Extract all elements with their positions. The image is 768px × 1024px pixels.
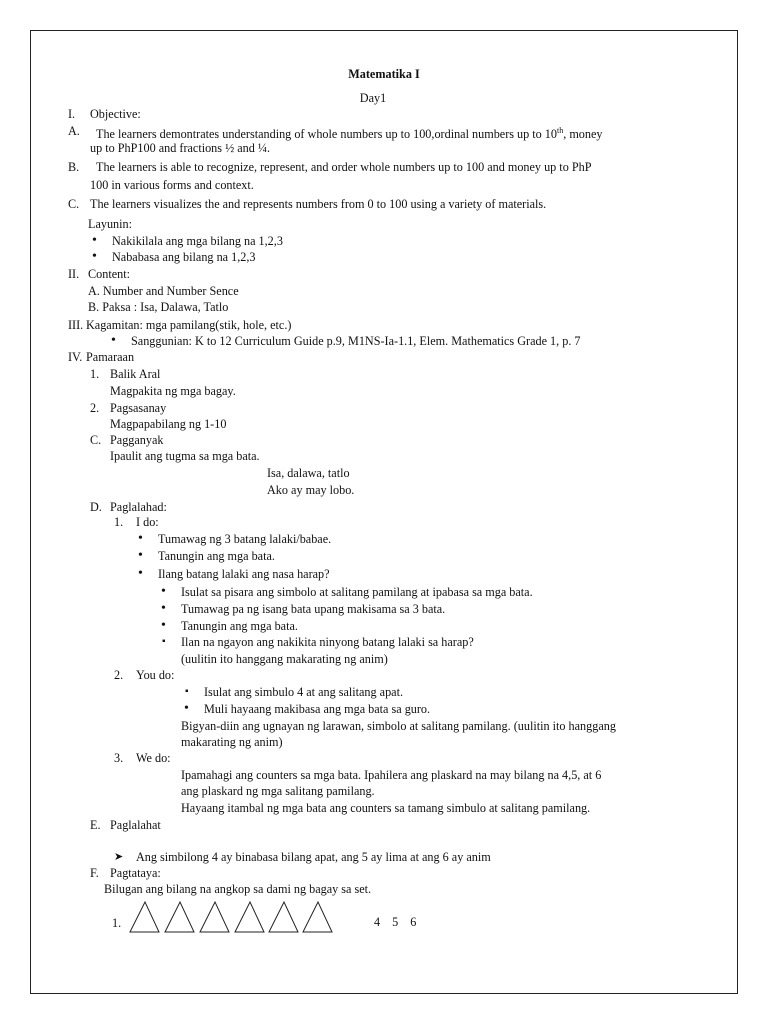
pagsasanay-label: Pagsasanay [110, 401, 167, 415]
ido-label: I do: [136, 515, 159, 529]
triangle-6 [303, 902, 332, 932]
objC-line1: The learners visualizes the and represents numbers from 0 to 100 using a variety of materials. [90, 197, 547, 211]
paglalahad-label: Paglalahad: [110, 500, 167, 514]
choice-4[interactable]: 4 [374, 915, 381, 929]
objA-num: A. [68, 124, 80, 138]
youdo-num: 2. [114, 668, 124, 682]
objB-line1: The learners is able to recognize, represent, and order whole numbers up to 100 and money up to PhP [96, 160, 592, 174]
objB-num: B. [68, 160, 80, 174]
layunin-label: Layunin: [88, 217, 133, 231]
pagsasanay-text: Magpapabilang ng 1-10 [110, 417, 227, 431]
content-heading: Content: [88, 267, 130, 281]
balik-label: Balik Aral [110, 367, 161, 381]
objA-sup: th [557, 126, 564, 135]
kagamitan-num: III. [68, 318, 84, 332]
ido-sub-2: • Tumawag pa ng isang bata upang makisama sa 3 bata. [181, 601, 445, 617]
document-title: Matematika I [348, 67, 420, 81]
paglalahat-num: E. [90, 818, 101, 832]
pagtataya-text: Bilugan ang bilang na angkop sa dami ng bagay sa set. [104, 882, 372, 896]
objA-line2: up to PhP100 and fractions ½ and ¼. [90, 141, 271, 155]
youdo-text-2: makarating ng anim) [181, 735, 283, 749]
wedo-text-3: Hayaang itambal ng mga bata ang counters sa tamang simbulo at salitang pamilang. [181, 801, 591, 815]
ido-item-2: • Tanungin ang mga bata. [158, 548, 275, 564]
choice-6[interactable]: 6 [410, 915, 417, 929]
paglalahat-label: Paglalahat [110, 818, 161, 832]
triangle-1 [130, 902, 159, 932]
wedo-num: 3. [114, 751, 124, 765]
choice-5[interactable]: 5 [392, 915, 399, 929]
pagganyak-label: Pagganyak [110, 433, 164, 447]
answer-choices [374, 914, 428, 930]
tugma-line-1: Isa, dalawa, tatlo [267, 466, 350, 480]
triangle-3 [200, 902, 229, 932]
sanggunian: • Sanggunian: K to 12 Curriculum Guide p.9, M1NS-Ia-1.1, Elem. Mathematics Grade 1, p. 7 [131, 333, 581, 349]
triangle-set [128, 900, 348, 936]
objC-num: C. [68, 197, 80, 211]
triangle-5 [269, 902, 298, 932]
pagsasanay-num: 2. [90, 401, 100, 415]
youdo-text-1: Bigyan-diin ang ugnayan ng larawan, simbolo at salitang pamilang. (uulitin ito hanggang [181, 719, 616, 733]
tugma-line-2: Ako ay may lobo. [267, 483, 355, 497]
pamaraan-num: IV. [68, 350, 83, 364]
youdo-square-item: ▪ Isulat ang simbulo 4 at ang salitang apat. [204, 684, 403, 700]
ido-item-1: • Tumawag ng 3 batang lalaki/babae. [158, 531, 331, 547]
ido-sub-3: • Tanungin ang mga bata. [181, 618, 298, 634]
pagtataya-label: Pagtataya: [110, 866, 161, 880]
paglalahad-num: D. [90, 500, 102, 514]
kagamitan-heading: Kagamitan: mga pamilang(stik, hole, etc.) [86, 318, 292, 332]
content-a: A. Number and Number Sence [88, 284, 239, 298]
item-number: 1. [112, 916, 122, 930]
wedo-label: We do: [136, 751, 171, 765]
layunin-item-2: • Nababasa ang bilang na 1,2,3 [112, 249, 256, 265]
ido-num: 1. [114, 515, 124, 529]
pamaraan-heading: Pamaraan [86, 350, 135, 364]
objective-heading: Objective: [90, 107, 141, 121]
youdo-bullet-item: • Muli hayaang makibasa ang mga bata sa guro. [204, 701, 430, 717]
objA-text1b: , money [563, 127, 603, 142]
pagganyak-num: C. [90, 433, 102, 447]
balik-text: Magpakita ng mga bagay. [110, 384, 236, 398]
day-label: Day1 [359, 91, 387, 105]
pagganyak-text: Ipaulit ang tugma sa mga bata. [110, 449, 260, 463]
pagtataya-num: F. [90, 866, 99, 880]
ido-square-item: ▪ Ilan na ngayon ang nakikita ninyong batang lalaki sa harap? [181, 634, 474, 650]
content-num: II. [68, 267, 80, 281]
triangle-2 [165, 902, 194, 932]
paglalahat-text: ➤ Ang simbilong 4 ay binabasa bilang apat, ang 5 ay lima at ang 6 ay anim [136, 849, 491, 865]
content-b: B. Paksa : Isa, Dalawa, Tatlo [88, 300, 229, 314]
wedo-text-2: ang plaskard ng mga salitang pamilang. [181, 784, 375, 798]
objA-text1: The learners demontrates understanding of whole numbers up to 100,ordinal numbers up to 10 [96, 127, 557, 142]
wedo-text-1: Ipamahagi ang counters sa mga bata. Ipahilera ang plaskard na may bilang na 4,5, at 6 [181, 768, 602, 782]
triangle-4 [235, 902, 264, 932]
objective-num: I. [68, 107, 76, 121]
ido-item-3: • Ilang batang lalaki ang nasa harap? [158, 566, 330, 582]
ido-sub-1: • Isulat sa pisara ang simbolo at salitang pamilang at ipabasa sa mga bata. [181, 584, 533, 600]
ido-note: (uulitin ito hanggang makarating ng anim) [181, 652, 388, 666]
balik-num: 1. [90, 367, 100, 381]
youdo-label: You do: [136, 668, 175, 682]
layunin-item-1: • Nakikilala ang mga bilang na 1,2,3 [112, 233, 283, 249]
objB-line2: 100 in various forms and context. [90, 178, 254, 192]
